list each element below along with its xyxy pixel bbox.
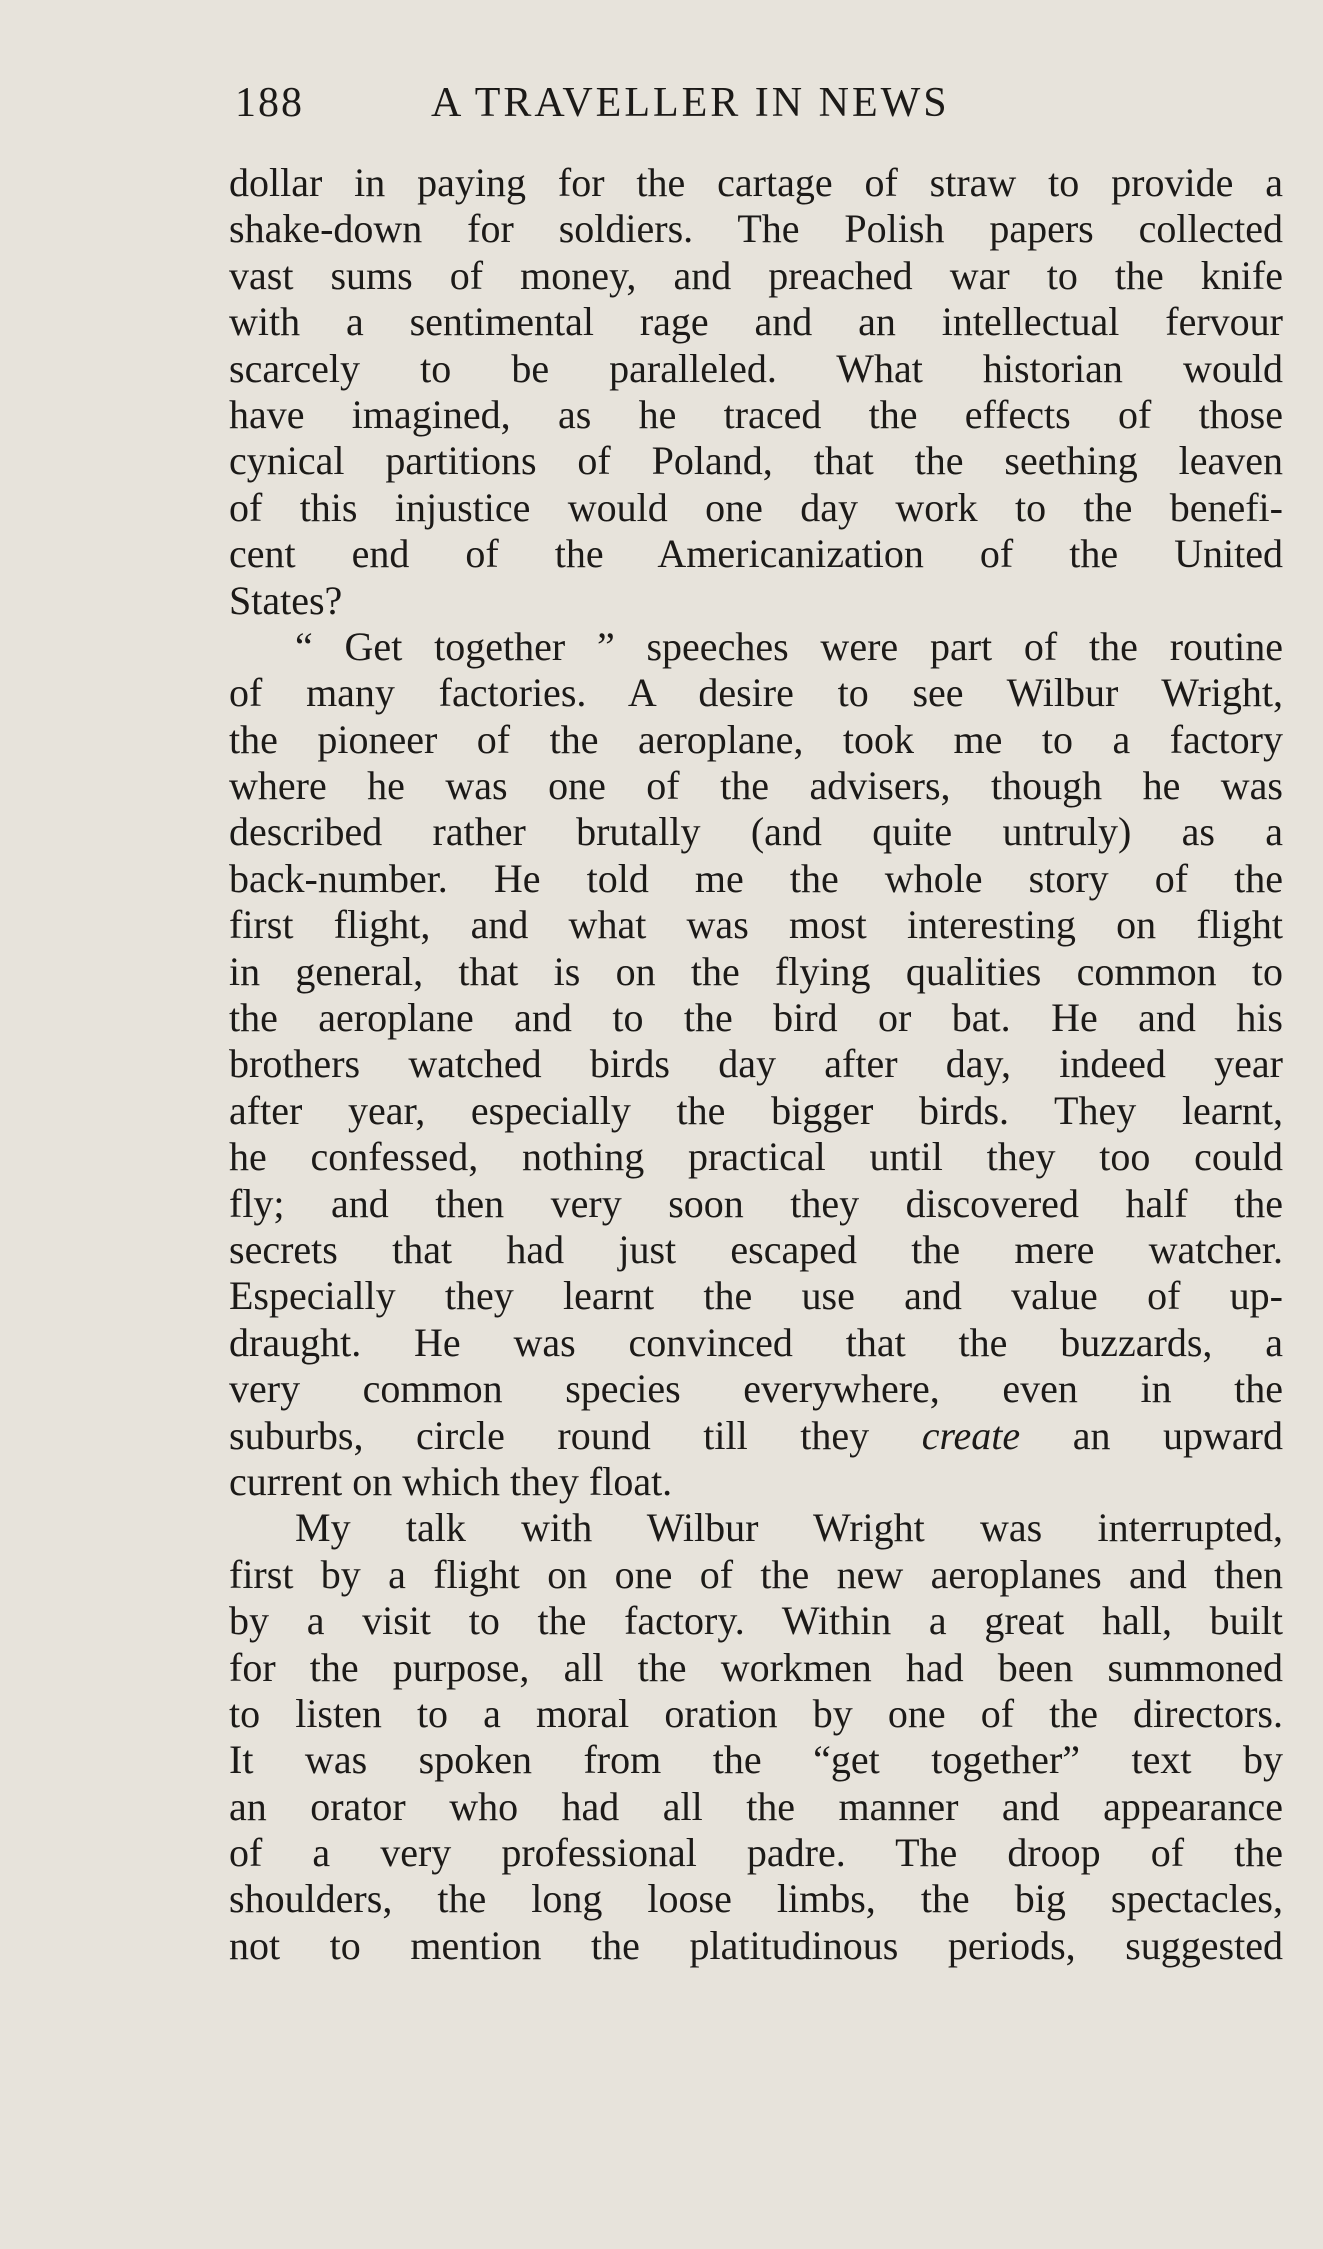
- text-line: shake-down for soldiers. The Polish papers collected: [229, 206, 1283, 252]
- text-line: cent end of the Americanization of the United: [229, 531, 1283, 577]
- text-line: by a visit to the factory. Within a great hall, built: [229, 1598, 1283, 1644]
- text-line: the pioneer of the aeroplane, took me to a factory: [229, 716, 1283, 762]
- text-line: draught. He was convinced that the buzzards, a: [229, 1319, 1283, 1365]
- text-line: States?: [229, 577, 343, 623]
- text-line: described rather brutally (and quite untruly) as a: [229, 809, 1283, 855]
- text-line: secrets that had just escaped the mere watcher.: [229, 1226, 1283, 1272]
- text-line: with a sentimental rage and an intellectual fervour: [229, 299, 1283, 345]
- text-line: first by a flight on one of the new aeroplanes and then: [229, 1551, 1283, 1597]
- text-line: It was spoken from the “get together” text by: [229, 1737, 1283, 1783]
- text-line: not to mention the platitudinous periods, suggested: [229, 1922, 1283, 1968]
- text-line: fly; and then very soon they discovered half the: [229, 1180, 1283, 1226]
- text-line: shoulders, the long loose limbs, the big spectacles,: [229, 1876, 1283, 1922]
- text-line: first flight, and what was most interesting on flight: [229, 902, 1283, 948]
- text-line: cynical partitions of Poland, that the seething leaven: [229, 438, 1283, 484]
- page-number: 188: [235, 80, 304, 126]
- text-line: scarcely to be paralleled. What historian would: [229, 345, 1283, 391]
- text-segment: an upward: [1020, 1412, 1283, 1458]
- running-head: [229, 70, 1283, 136]
- text-line: of a very professional padre. The droop of the: [229, 1830, 1283, 1876]
- text-line: vast sums of money, and preached war to the knife: [229, 252, 1283, 298]
- text-line: of this injustice would one day work to the benefi-: [229, 484, 1283, 530]
- text-line: where he was one of the advisers, though he was: [229, 763, 1283, 809]
- text-line: dollar in paying for the cartage of straw to provide a: [229, 160, 1283, 205]
- text-line: an orator who had all the manner and appearance: [229, 1783, 1283, 1829]
- running-title: A TRAVELLER IN NEWS: [431, 80, 950, 126]
- text-line: Especially they learnt the use and value of up-: [229, 1273, 1283, 1319]
- text-segment: suburbs, circle round till they: [229, 1412, 922, 1458]
- text-line: My talk with Wilbur Wright was interrupted,: [295, 1505, 1283, 1551]
- text-line: “ Get together ” speeches were part of the routine: [295, 623, 1283, 669]
- text-line: after year, especially the bigger birds. They learnt,: [229, 1087, 1283, 1133]
- text-line: back-number. He told me the whole story of the: [229, 855, 1283, 901]
- text-line: of many factories. A desire to see Wilbur Wright,: [229, 670, 1283, 716]
- text-line: [229, 1413, 1283, 1459]
- text-line: he confessed, nothing practical until they too could: [229, 1134, 1283, 1180]
- text-line: brothers watched birds day after day, indeed year: [229, 1041, 1283, 1087]
- text-line: in general, that is on the flying qualities common to: [229, 948, 1283, 994]
- italic-word: create: [921, 1412, 1021, 1458]
- text-line: for the purpose, all the workmen had been summoned: [229, 1644, 1283, 1690]
- text-line: have imagined, as he traced the effects of those: [229, 391, 1283, 437]
- book-page: [229, 70, 1283, 1969]
- text-line: to listen to a moral oration by one of the directors.: [229, 1690, 1283, 1736]
- body-text: [229, 160, 1283, 1969]
- text-line: the aeroplane and to the bird or bat. He and his: [229, 995, 1283, 1041]
- text-line: current on which they float.: [229, 1458, 673, 1504]
- text-line: very common species everywhere, even in the: [229, 1366, 1283, 1412]
